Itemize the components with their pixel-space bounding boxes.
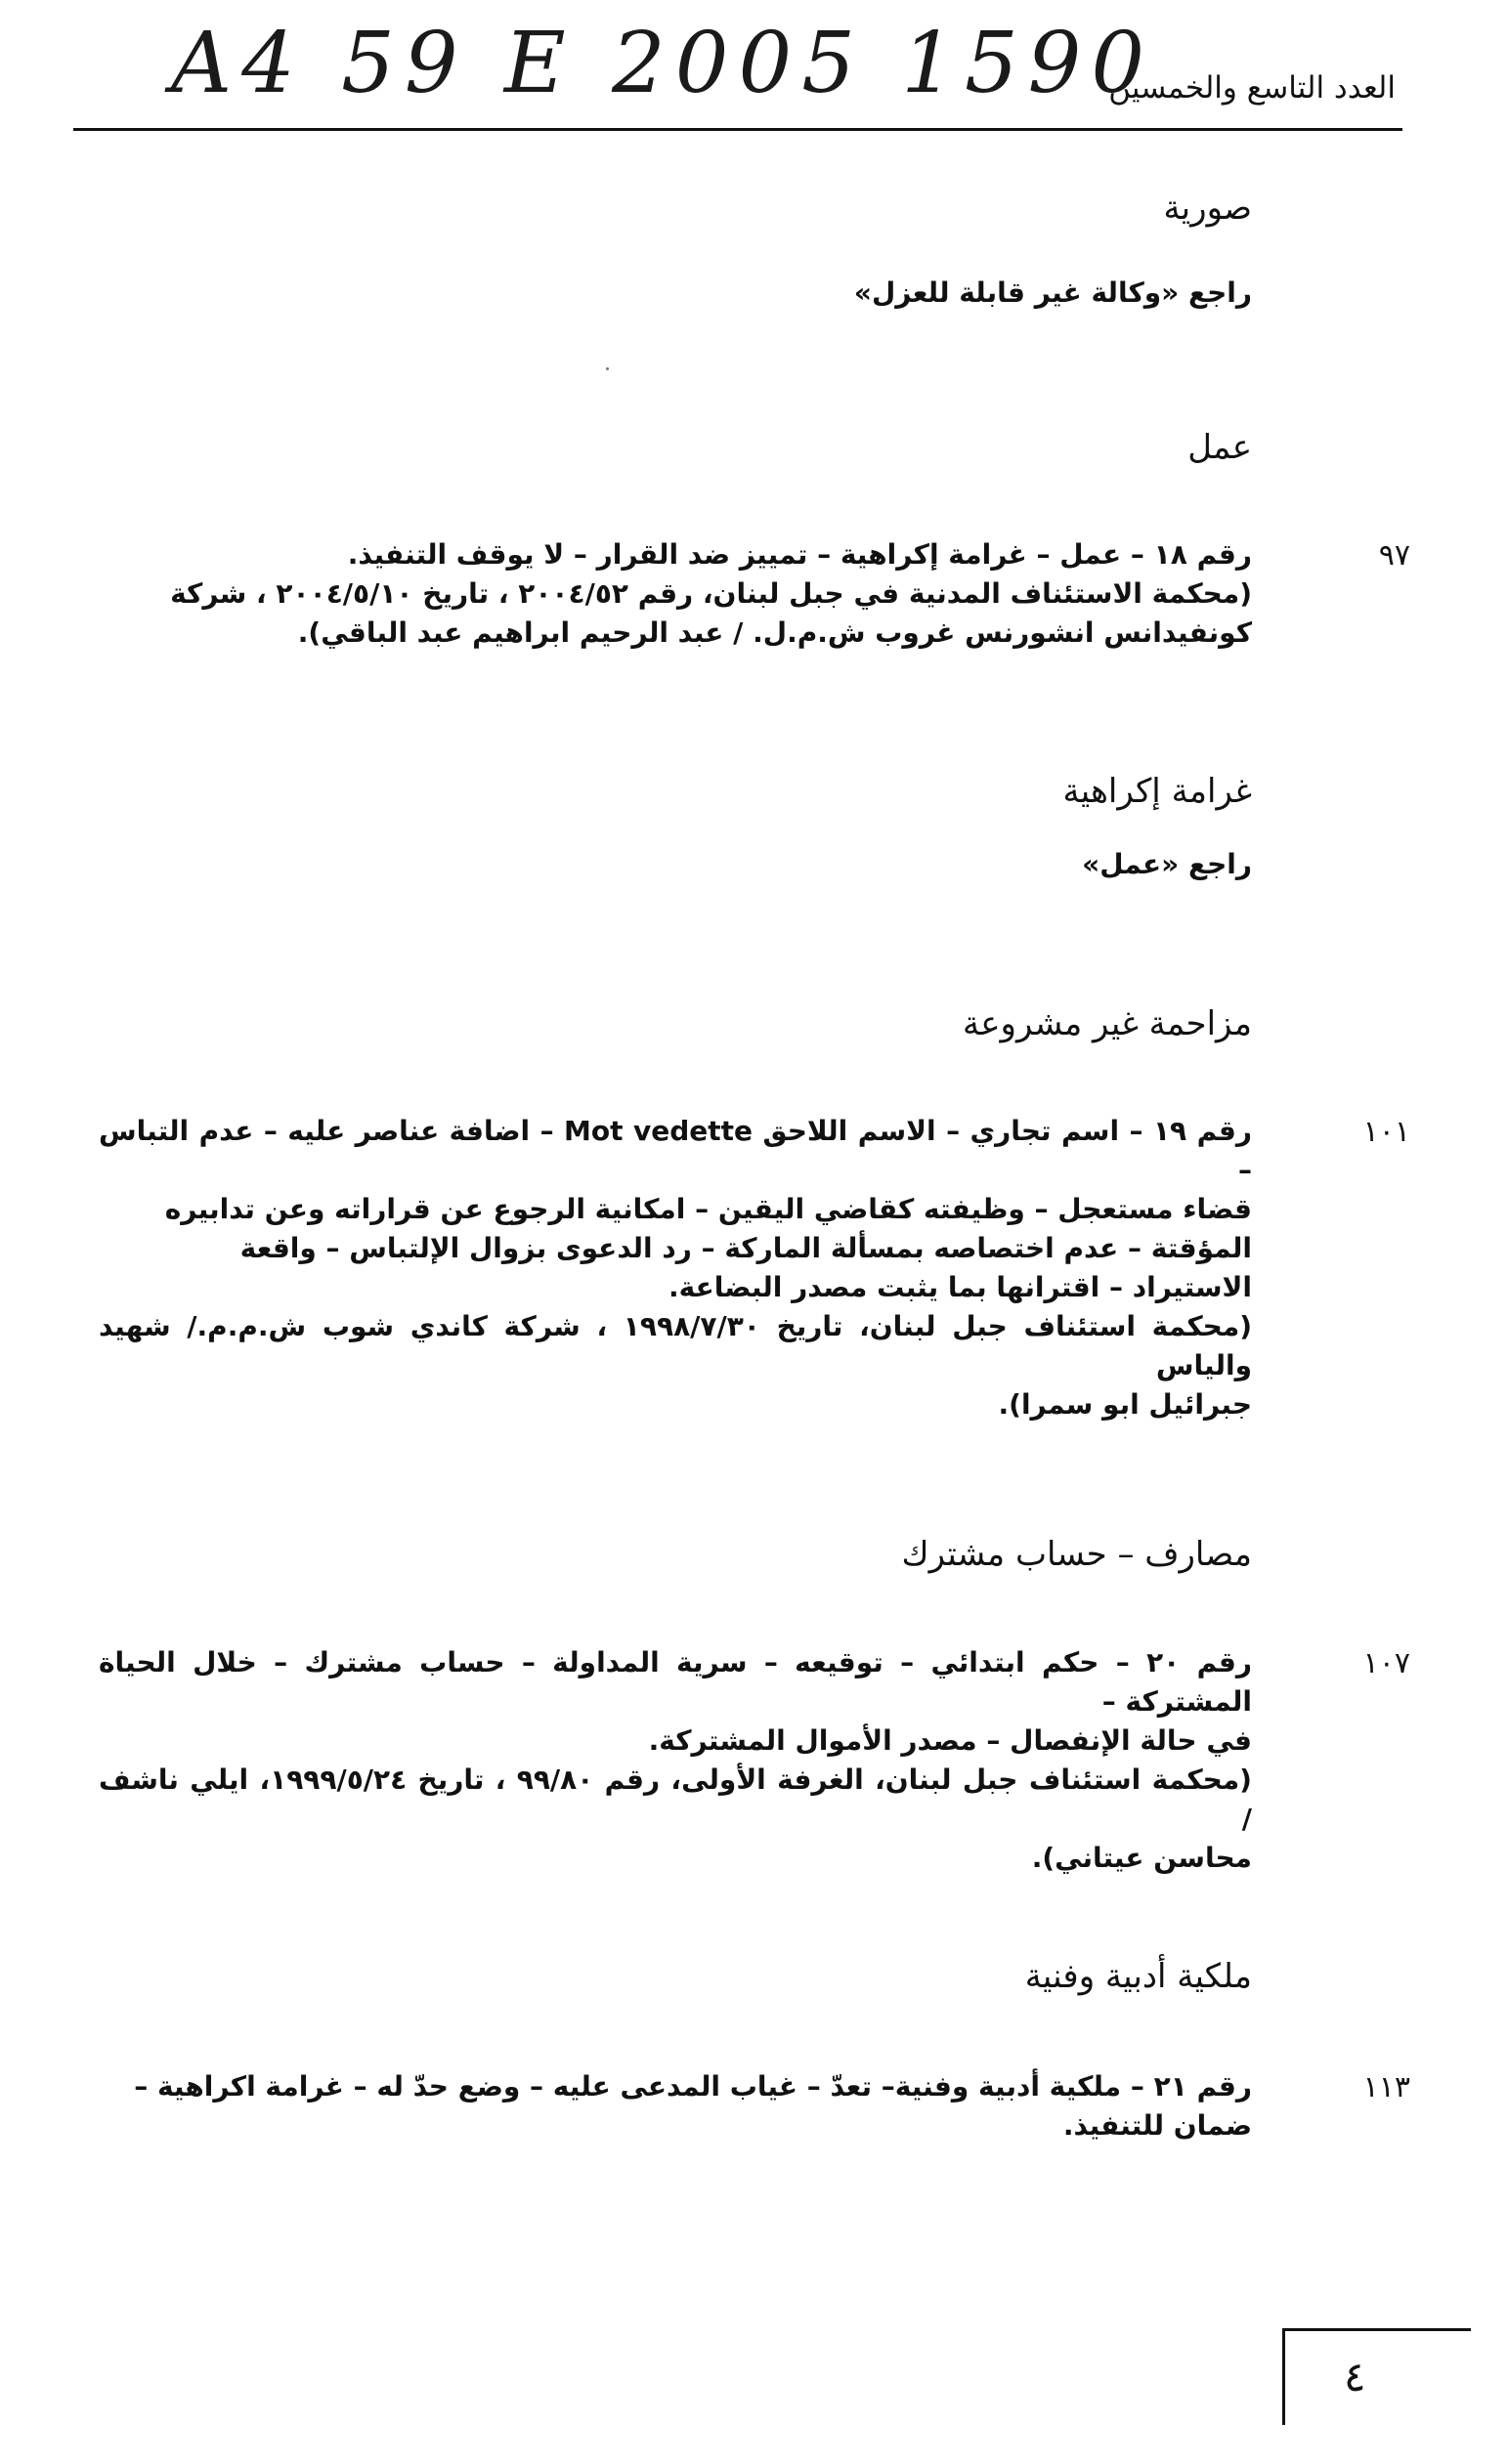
entry-line: ضمان للتنفيذ.: [1062, 2109, 1252, 2142]
entry-line: رقم ٢٠ – حكم ابتدائي – توقيعه – سرية المداولة – حساب مشترك – خلال الحياة المشتركة –: [99, 1646, 1252, 1718]
header-divider: [73, 128, 1402, 131]
entry-line: محاسن عيتاني).: [1031, 1842, 1252, 1874]
page-number: ٤: [1344, 2353, 1366, 2400]
entry-number-107: ١٠٧: [1362, 1646, 1410, 1680]
section-heading-sawriya: صورية: [1163, 189, 1252, 228]
entry-body-113: [99, 2067, 1252, 2145]
section-reference-sawriya: راجع «وكالة غير قابلة للعزل»: [853, 276, 1252, 309]
entry-line: (محكمة استئناف جبل لبنان، الغرفة الأولى، رقم ٩٩/٨٠ ، تاريخ ١٩٩٩/٥/٢٤، ايلي ناشف /: [99, 1763, 1252, 1835]
entry-line: رقم ١٨ – عمل – غرامة إكراهية – تمييز ضد القرار – لا يوقف التنفيذ.: [347, 538, 1252, 571]
entry-line: جبرائيل ابو سمرا).: [998, 1388, 1252, 1421]
entry-line: الاستيراد – اقترانها بما يثبت مصدر البضاعة.: [668, 1271, 1252, 1303]
section-reference-gharama: راجع «عمل»: [1082, 848, 1252, 880]
entry-number-113: ١١٣: [1362, 2070, 1410, 2104]
entry-number-97: ٩٧: [1378, 538, 1410, 573]
scan-speck: [606, 367, 609, 370]
entry-line: المؤقتة – عدم اختصاصه بمسألة الماركة – رد الدعوى بزوال الإلتباس – واقعة: [239, 1232, 1252, 1264]
entry-line: (محكمة استئناف جبل لبنان، تاريخ ١٩٩٨/٧/٣٠ ، شركة كاندي شوب ش.م.م./ شهيد والياس: [99, 1310, 1252, 1381]
section-heading-masarif: مصارف – حساب مشترك: [901, 1535, 1252, 1574]
section-heading-muzahama: مزاحمة غير مشروعة: [963, 1004, 1252, 1043]
entry-body-101: [99, 1112, 1252, 1424]
entry-number-101: ١٠١: [1362, 1115, 1410, 1149]
entry-line: (محكمة الاستئناف المدنية في جبل لبنان، رقم ٢٠٠٤/٥٢ ، تاريخ ٢٠٠٤/٥/١٠ ، شركة: [170, 577, 1252, 610]
issue-title: العدد التاسع والخمسين: [1108, 70, 1396, 106]
entry-body-97: [99, 535, 1252, 653]
entry-line: رقم ٢١ – ملكية أدبية وفنية– تعدّ – غياب المدعى عليه – وضع حدّ له – غرامة اكراهية –: [134, 2070, 1252, 2103]
entry-body-107: [99, 1643, 1252, 1878]
entry-line: رقم ١٩ – اسم تجاري – الاسم اللاحق Mot vedette – اضافة عناصر عليه – عدم التباس –: [99, 1115, 1252, 1186]
page-number-box: [1282, 2328, 1471, 2425]
entry-line: كونفيدانس انشورنس غروب ش.م.ل. / عبد الرحيم ابراهيم عبد الباقي).: [297, 616, 1252, 649]
section-heading-milkiya: ملكية أدبية وفنية: [1024, 1957, 1252, 1996]
section-heading-gharama: غرامة إكراهية: [1062, 772, 1252, 811]
entry-line: في حالة الإنفصال – مصدر الأموال المشتركة.: [648, 1724, 1252, 1757]
handwritten-reference-note: A4 59 E 2005 1590: [171, 15, 1155, 112]
entry-line: قضاء مستعجل – وظيفته كقاضي اليقين – امكانية الرجوع عن قراراته وعن تدابيره: [164, 1193, 1252, 1225]
section-heading-amal: عمل: [1187, 428, 1252, 467]
